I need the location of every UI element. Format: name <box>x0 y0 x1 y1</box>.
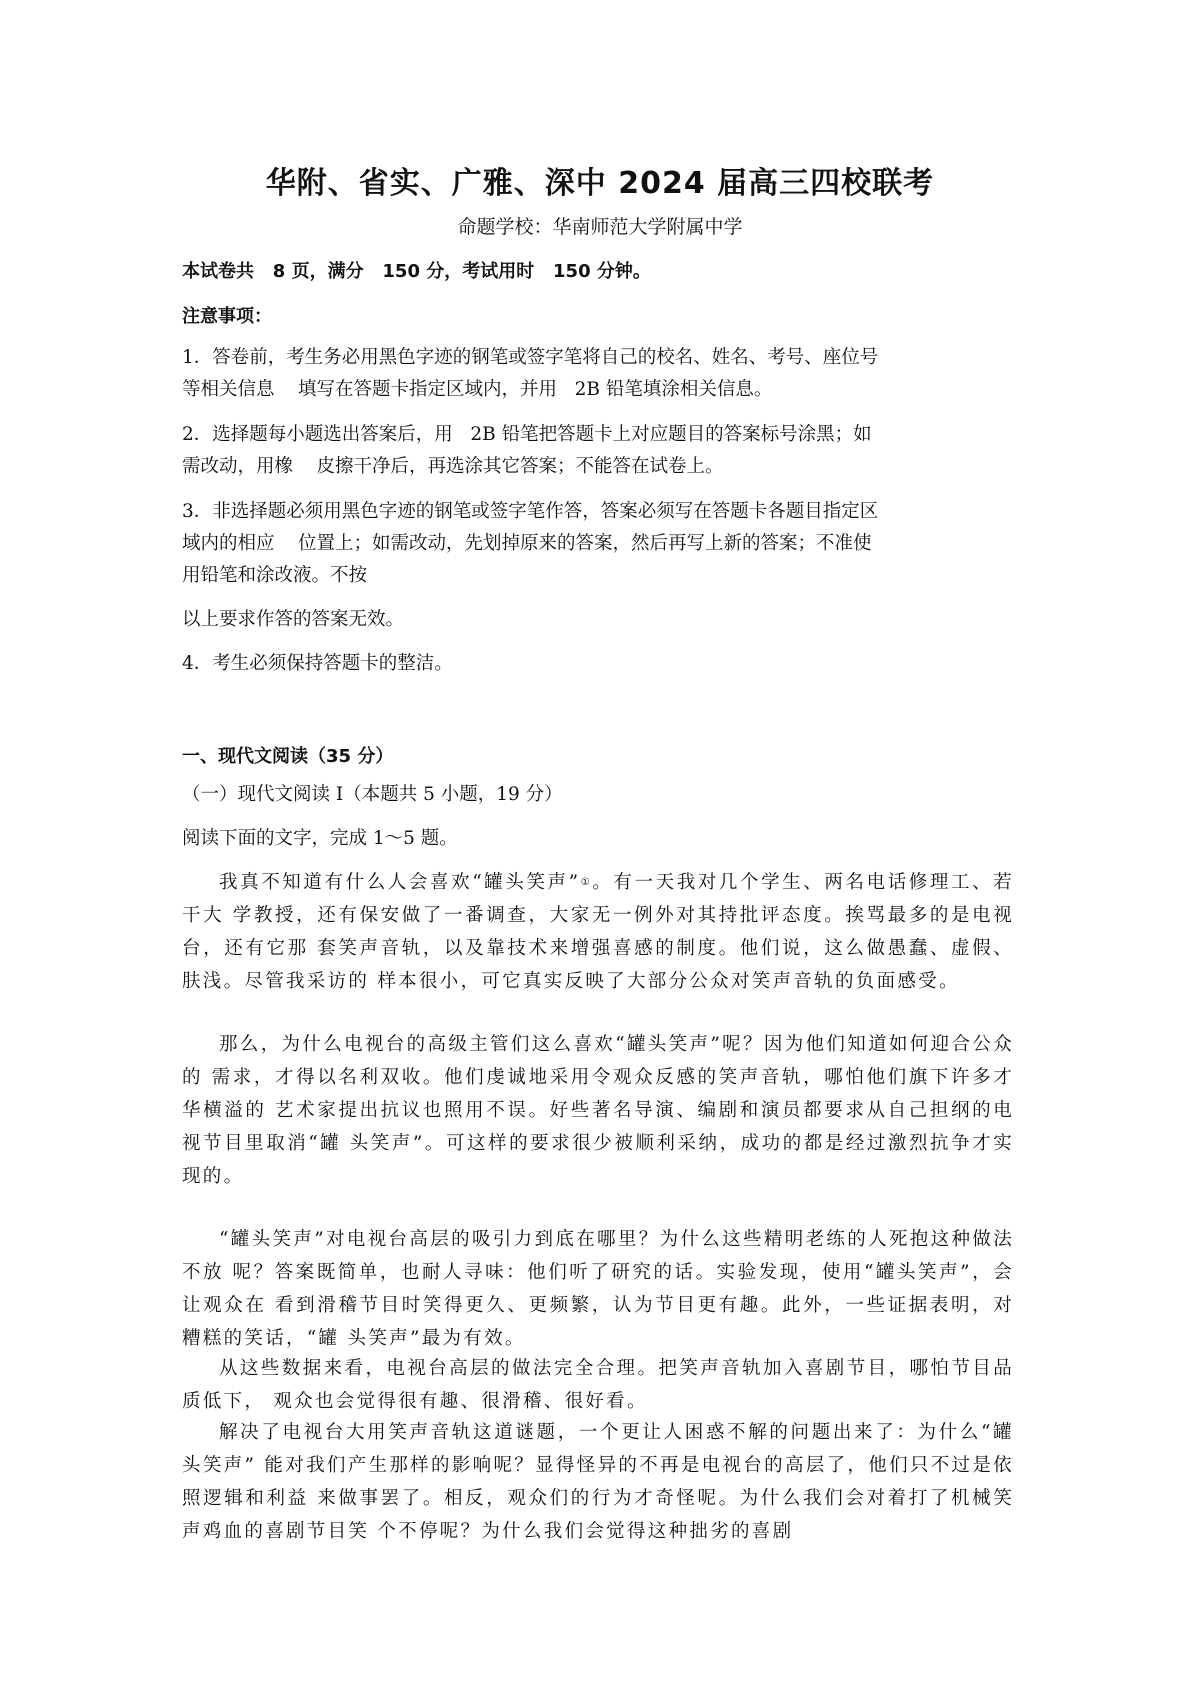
notice-line: 用铅笔和涂改液。不按 <box>182 565 368 586</box>
notice-heading: 注意事项： <box>182 306 272 327</box>
exam-info: 本试卷共 8 页，满分 150 分，考试用时 150 分钟。 <box>182 261 651 282</box>
passage-paragraph-1-text: 我真不知道有什么人会喜欢“罐头笑声” <box>219 872 581 893</box>
passage-paragraph-4: 从这些数据来看，电视台高层的做法完全合理。把笑声音轨加入喜剧节目，哪怕节目品质低下， 观众也会觉得很有趣、很滑稽、很好看。 <box>182 1358 1014 1412</box>
notice-line: 需改动，用橡 皮擦干净后，再选涂其它答案；不能答在试卷上。 <box>182 456 724 477</box>
exam-title: 华附、省实、广雅、深中 2024 届高三四校联考 <box>265 166 935 201</box>
passage-paragraph-1-text: 。有一天我对几个学生、两名电话修理工、若干大 学教授，还有保安做了一番调查，大家无一例外对其持批评态度。挨骂最多的是电视台，还有它那 套笑声音轨，以及靠技术来增强喜感的制度。他们说，这么做愚蠢、虚假、肤浅。尽管我采访的 样本很小，可它真实反映了大部分公众对笑声音轨的负面感受。 <box>182 872 1014 992</box>
notice-line: 2．选择题每小题选出答案后，用 2B 铅笔把答题卡上对应题目的答案标号涂黑；如 <box>182 424 872 445</box>
section-subheading: （一）现代文阅读 I（本题共 5 小题，19 分） <box>182 784 563 805</box>
footnote-marker: ① <box>580 877 593 888</box>
section-heading: 一、现代文阅读（35 分） <box>182 746 394 767</box>
passage-paragraph-5: 解决了电视台大用笑声音轨这道谜题，一个更让人困惑不解的问题出来了：为什么“罐头笑声” 能对我们产生那样的影响呢？显得怪异的不再是电视台的高层了，他们只不过是依照逻辑和利益 来做事罢了。相反，观众们的行为才奇怪呢。为什么我们会对着打了机械笑声鸡血的喜剧节目笑 个不停呢？为什么我们会觉得这种拙劣的喜剧 <box>182 1422 1014 1542</box>
notice-line: 以上要求作答的答案无效。 <box>182 609 405 630</box>
passage-paragraph-3: “罐头笑声”对电视台高层的吸引力到底在哪里？为什么这些精明老练的人死抱这种做法不放 呢？答案既简单，也耐人寻味：他们听了研究的话。实验发现，使用“罐头笑声”，会让观众在 看到滑稽节目时笑得更久、更频繁，认为节目更有趣。此外，一些证据表明，对糟糕的笑话，“罐 头笑声”最为有效。 <box>182 1229 1014 1349</box>
passage-paragraph-1 <box>182 866 1014 998</box>
notice-line: 1．答卷前，考生务必用黑色字迹的钢笔或签字笔将自己的校名、姓名、考号、座位号 <box>182 347 879 368</box>
notice-line: 4．考生必须保持答题卡的整洁。 <box>182 653 453 674</box>
reading-instruction: 阅读下面的文字，完成 1～5 题。 <box>182 828 458 849</box>
notice-line: 域内的相应 位置上；如需改动，先划掉原来的答案，然后再写上新的答案；不准使 <box>182 533 872 554</box>
passage-paragraph-2: 那么，为什么电视台的高级主管们这么喜欢“罐头笑声”呢？因为他们知道如何迎合公众的 需求，才得以名利双收。他们虔诚地采用令观众反感的笑声音轨，哪怕他们旗下许多才华横溢的 艺术家提出抗议也照用不误。好些著名导演、编剧和演员都要求从自己担纲的电视节目里取消“罐 头笑声”。可这样的要求很少被顺利采纳，成功的都是经过激烈抗争才实现的。 <box>182 1034 1014 1187</box>
exam-school: 命题学校：华南师范大学附属中学 <box>457 216 743 238</box>
notice-line: 3．非选择题必须用黑色字迹的钢笔或签字笔作答，答案必须写在答题卡各题目指定区 <box>182 501 879 522</box>
notice-line: 等相关信息 填写在答题卡指定区域内，并用 2B 铅笔填涂相关信息。 <box>182 379 773 400</box>
